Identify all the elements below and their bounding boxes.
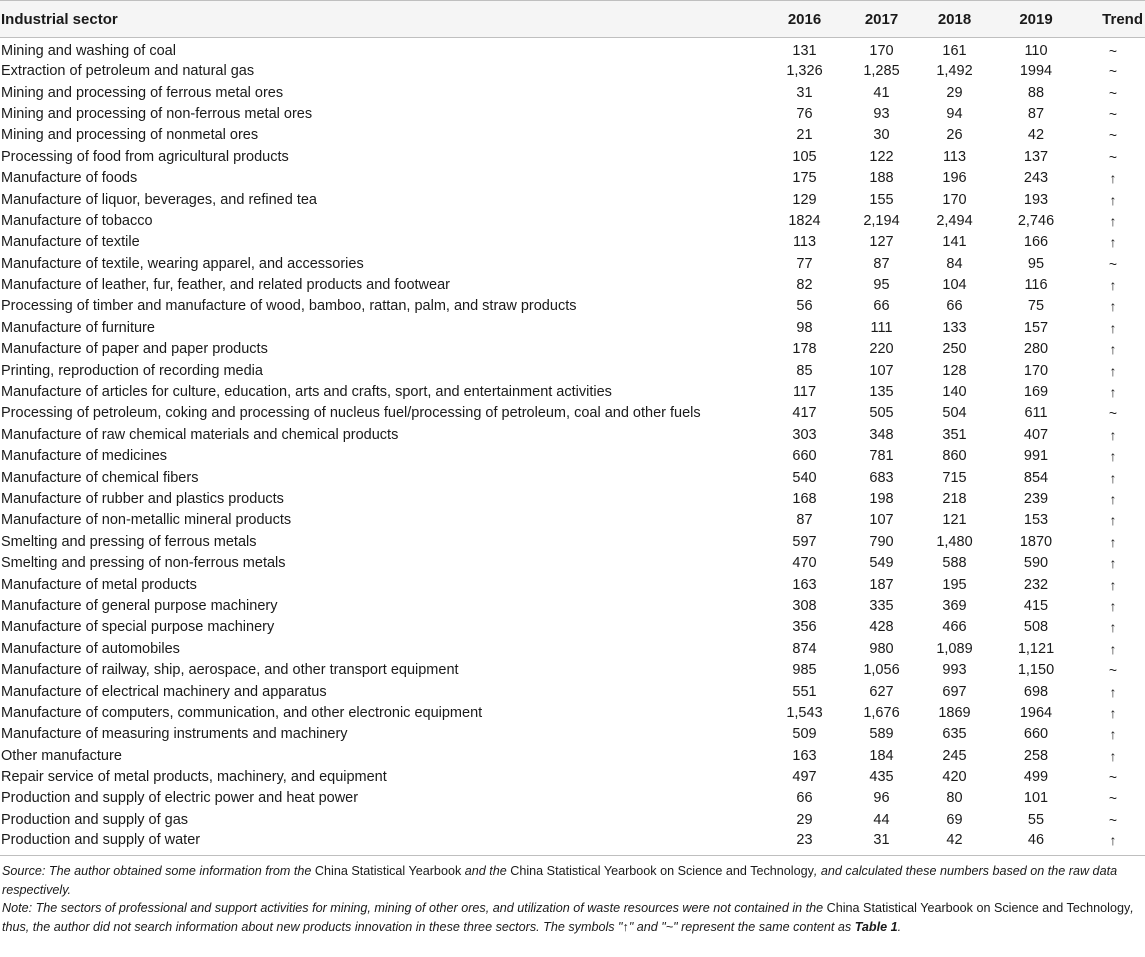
value-2019: 407 — [1023, 426, 1049, 443]
sector-cell: Manufacture of liquor, beverages, and refined tea — [1, 191, 317, 208]
value-2019: 193 — [1023, 191, 1049, 208]
header-2016: 2016 — [787, 10, 822, 28]
value-2019: 499 — [1023, 769, 1049, 786]
value-2019: 101 — [1023, 790, 1049, 807]
sector-cell: Manufacture of chemical fibers — [1, 469, 199, 486]
value-2019: 87 — [1027, 105, 1045, 122]
value-2018: 2,494 — [936, 212, 973, 229]
table-row — [0, 746, 1145, 767]
trend-cell: ↑ — [1109, 298, 1117, 315]
sector-cell: Processing of timber and manufacture of wood, bamboo, rattan, palm, and straw products — [1, 298, 577, 315]
table-row — [0, 617, 1145, 638]
value-2016: 178 — [792, 341, 817, 358]
value-2016: 76 — [796, 105, 813, 122]
sector-cell: Manufacture of computers, communication, and other electronic equipment — [1, 704, 483, 721]
table-row — [0, 532, 1145, 553]
table-row — [0, 147, 1145, 168]
sector-cell: Manufacture of textile — [1, 234, 140, 251]
trend-cell: ~ — [1108, 662, 1118, 679]
table-row — [0, 382, 1145, 403]
value-2016: 21 — [796, 127, 813, 144]
value-2017: 187 — [869, 576, 894, 593]
table-row — [0, 339, 1145, 360]
value-2016: 82 — [796, 277, 813, 294]
value-2018: 94 — [946, 105, 963, 122]
value-2016: 168 — [792, 491, 817, 507]
value-2017: 30 — [873, 127, 890, 144]
up-arrow-symbol: ↑ — [622, 919, 629, 934]
value-2016: 29 — [796, 811, 813, 828]
value-2018: 195 — [942, 576, 967, 593]
header-industrial-sector: Industrial sector — [1, 10, 118, 28]
value-2018: 141 — [942, 234, 967, 251]
sector-cell: Manufacture of furniture — [1, 319, 155, 336]
value-2016: 129 — [792, 191, 817, 208]
value-2019: 1994 — [1019, 63, 1053, 80]
value-2018: 80 — [946, 790, 963, 807]
value-2016: 131 — [792, 43, 817, 59]
table-body — [0, 38, 1145, 856]
trend-cell: ↑ — [1109, 683, 1117, 700]
value-2017: 41 — [873, 84, 890, 101]
table-row — [0, 767, 1145, 788]
table-footnotes — [0, 856, 1145, 936]
header-row — [0, 1, 1145, 38]
value-2017: 198 — [869, 491, 894, 507]
value-2016: 66 — [796, 790, 813, 807]
trend-cell: ↑ — [1109, 726, 1117, 743]
value-2018: 369 — [942, 597, 967, 614]
value-2019: 611 — [1024, 405, 1048, 422]
value-2019: 46 — [991, 831, 1081, 856]
table-row — [0, 660, 1145, 681]
value-2018: 170 — [942, 191, 967, 208]
sector-cell: Manufacture of metal products — [1, 576, 197, 593]
note-text-2: , thus, the author did not search information about new products innovation in these three sectors. The symbols " — [2, 901, 1134, 934]
value-2016: 597 — [792, 533, 817, 550]
sector-cell: Manufacture of articles for culture, education, arts and crafts, sport, and entertainment activities — [1, 384, 612, 401]
value-2016: 98 — [796, 319, 813, 336]
value-2019: 42 — [1027, 127, 1045, 144]
trend-cell: ~ — [1108, 148, 1118, 165]
trend-cell: ↑ — [1109, 512, 1117, 529]
trend-cell: ↑ — [1081, 831, 1145, 856]
trend-cell: ~ — [1108, 255, 1118, 272]
table-row — [0, 403, 1145, 424]
trend-cell: ↑ — [1109, 362, 1117, 379]
sector-cell: Manufacture of paper and paper products — [1, 341, 268, 358]
sector-cell: Manufacture of railway, ship, aerospace, and other transport equipment — [1, 662, 459, 679]
value-2019: 258 — [1023, 747, 1049, 764]
source-text-1: Source: The author obtained some information from the — [2, 864, 315, 879]
trend-cell: ~ — [1108, 127, 1118, 144]
sector-cell: Printing, reproduction of recording media — [1, 362, 263, 379]
value-2017: 2,194 — [863, 212, 900, 229]
value-2017: 87 — [873, 255, 890, 272]
value-2017: 1,676 — [863, 704, 900, 721]
sector-cell: Mining and processing of non-ferrous metal ores — [1, 105, 313, 122]
value-2019: 415 — [1023, 597, 1049, 614]
value-2017: 220 — [869, 341, 894, 358]
value-2017: 96 — [873, 790, 890, 807]
value-2016: 163 — [792, 747, 817, 764]
trend-cell: ↑ — [1109, 619, 1117, 636]
value-2019: 232 — [1023, 576, 1049, 593]
trend-cell: ~ — [1108, 811, 1118, 828]
trend-cell: ↑ — [1109, 319, 1117, 336]
source-text-2: and the — [461, 864, 511, 879]
value-2017: 781 — [869, 448, 894, 465]
value-2016: 356 — [792, 619, 817, 636]
source-yearbook-title: China Statistical Yearbook — [314, 864, 462, 879]
value-2019: 590 — [1023, 555, 1049, 572]
value-2018: 1,089 — [936, 640, 973, 657]
value-2016: 163 — [792, 576, 817, 593]
value-2018: 196 — [942, 170, 967, 187]
value-2018: 250 — [942, 341, 967, 358]
sector-cell: Mining and processing of ferrous metal ores — [1, 84, 284, 101]
table-row — [0, 596, 1145, 617]
value-2019: 169 — [1023, 384, 1049, 401]
value-2016: 175 — [792, 170, 817, 187]
table-row — [0, 275, 1145, 296]
value-2019: 1964 — [1019, 704, 1053, 721]
header-2019: 2019 — [1019, 10, 1053, 28]
value-2018: 466 — [942, 619, 967, 636]
value-2016: 660 — [792, 448, 817, 465]
value-2019: 698 — [1023, 683, 1049, 700]
value-2018: 860 — [942, 448, 967, 465]
value-2018: 42 — [918, 831, 991, 856]
value-2018: 29 — [946, 84, 963, 101]
trend-cell: ↑ — [1109, 597, 1117, 614]
sector-cell: Production and supply of electric power and heat power — [1, 790, 359, 807]
value-2018: 140 — [942, 384, 967, 401]
value-2017: 348 — [869, 426, 894, 443]
trend-cell: ↑ — [1109, 576, 1117, 593]
value-2018: 993 — [942, 662, 967, 679]
value-2019: 1,121 — [1017, 640, 1055, 657]
trend-cell: ↑ — [1109, 277, 1117, 294]
value-2017: 683 — [869, 469, 894, 486]
value-2016: 874 — [792, 640, 817, 657]
sector-cell: Smelting and pressing of ferrous metals — [1, 533, 257, 550]
value-2019: 95 — [1027, 255, 1045, 272]
value-2019: 239 — [1023, 491, 1049, 507]
sector-cell: Manufacture of leather, fur, feather, and related products and footwear — [1, 277, 450, 294]
trend-cell: ~ — [1108, 790, 1118, 807]
trend-cell: ↑ — [1109, 555, 1117, 572]
trend-cell: ~ — [1108, 63, 1118, 80]
value-2018: 697 — [942, 683, 967, 700]
trend-cell: ↑ — [1109, 341, 1117, 358]
header-2018: 2018 — [937, 10, 972, 28]
sector-cell: Processing of petroleum, coking and processing of nucleus fuel/processing of petroleum, coal and other fuels — [1, 405, 701, 422]
value-2017: 184 — [869, 747, 894, 764]
value-2017: 980 — [869, 640, 894, 657]
sector-cell: Processing of food from agricultural products — [1, 148, 289, 165]
trend-cell: ~ — [1108, 105, 1118, 122]
value-2016: 85 — [796, 362, 813, 379]
table-1-reference: Table 1 — [854, 919, 898, 934]
table-row — [0, 360, 1145, 381]
table-row — [0, 681, 1145, 702]
value-2019: 1870 — [1019, 533, 1053, 550]
value-2018: 1,480 — [936, 533, 973, 550]
value-2016: 540 — [792, 469, 817, 486]
table-header — [0, 1, 1145, 38]
value-2017: 589 — [869, 726, 894, 743]
sector-cell: Repair service of metal products, machinery, and equipment — [1, 769, 387, 786]
sector-cell: Manufacture of rubber and plastics products — [1, 491, 284, 507]
value-2018: 113 — [942, 148, 967, 165]
table-row — [0, 446, 1145, 467]
value-2019: 75 — [1027, 298, 1045, 315]
value-2016: 1,543 — [786, 704, 823, 721]
sector-cell: Manufacture of foods — [1, 170, 138, 187]
table-row — [0, 510, 1145, 531]
value-2017: 111 — [870, 319, 893, 336]
value-2017: 505 — [869, 405, 894, 422]
value-2018: 588 — [942, 555, 967, 572]
value-2018: 420 — [942, 769, 967, 786]
sector-cell: Other manufacture — [1, 747, 122, 764]
table-row — [0, 425, 1145, 446]
sector-cell: Manufacture of medicines — [1, 448, 168, 465]
table-row — [0, 296, 1145, 317]
value-2018: 26 — [946, 127, 963, 144]
sector-cell: Manufacture of raw chemical materials and chemical products — [1, 426, 399, 443]
sector-cell: Production and supply of gas — [1, 811, 189, 828]
value-2018: 218 — [942, 491, 967, 507]
trend-cell: ↑ — [1109, 170, 1117, 187]
value-2018: 121 — [942, 512, 967, 529]
sector-cell: Production and supply of water — [0, 831, 764, 856]
source-text-3: , and calculated these numbers based on the raw data respectively. — [2, 864, 1118, 897]
value-2018: 1869 — [938, 704, 971, 721]
table-row — [0, 553, 1145, 574]
table-row — [0, 639, 1145, 660]
value-2017: 107 — [869, 362, 894, 379]
table-row — [0, 125, 1145, 146]
value-2019: 508 — [1023, 619, 1049, 636]
trend-cell: ↑ — [1109, 469, 1117, 486]
value-2019: 88 — [1027, 84, 1045, 101]
trend-cell: ↑ — [1109, 533, 1117, 550]
value-2018: 245 — [942, 747, 967, 764]
value-2017: 107 — [869, 512, 894, 529]
value-2017: 335 — [869, 597, 894, 614]
sector-cell: Manufacture of measuring instruments and machinery — [1, 726, 348, 743]
sector-cell: Manufacture of non-metallic mineral products — [1, 512, 292, 529]
value-2018: 1,492 — [936, 63, 973, 80]
note-text-1: Note: The sectors of professional and support activities for mining, mining of other ores, and utilization of waste resources were not contained in the — [2, 901, 827, 916]
sector-cell: Mining and washing of coal — [1, 43, 176, 59]
table-row — [0, 788, 1145, 809]
value-2016: 551 — [792, 683, 817, 700]
table-row — [0, 168, 1145, 189]
value-2017: 155 — [869, 191, 894, 208]
value-2017: 188 — [869, 170, 894, 187]
sector-cell: Mining and processing of nonmetal ores — [1, 127, 259, 144]
sector-cell: Manufacture of special purpose machinery — [1, 619, 275, 636]
value-2019: 166 — [1023, 234, 1049, 251]
table-row — [0, 489, 1145, 510]
sector-cell: Manufacture of tobacco — [1, 212, 153, 229]
trend-cell: ↑ — [1109, 426, 1117, 443]
value-2017: 135 — [869, 384, 894, 401]
sector-cell: Extraction of petroleum and natural gas — [1, 63, 255, 80]
value-2017: 93 — [873, 105, 890, 122]
value-2019: 137 — [1023, 148, 1049, 165]
table-row — [0, 61, 1145, 82]
table-row — [0, 574, 1145, 595]
value-2016: 985 — [792, 662, 817, 679]
value-2017: 66 — [873, 298, 890, 315]
value-2016: 1,326 — [786, 63, 823, 80]
header-2017: 2017 — [864, 10, 899, 28]
table-row — [0, 467, 1145, 488]
value-2017: 790 — [869, 533, 894, 550]
value-2016: 105 — [792, 148, 817, 165]
note-text-3: " and "~" represent the same content as — [628, 919, 855, 934]
value-2016: 303 — [792, 426, 817, 443]
sector-cell: Manufacture of electrical machinery and apparatus — [1, 683, 327, 700]
value-2018: 66 — [946, 298, 963, 315]
value-2016: 1824 — [788, 212, 821, 229]
value-2016: 23 — [764, 831, 845, 856]
table-row — [0, 104, 1145, 125]
table-row — [0, 703, 1145, 724]
table-row — [0, 82, 1145, 103]
value-2016: 470 — [792, 555, 817, 572]
value-2018: 133 — [942, 319, 967, 336]
value-2016: 113 — [792, 234, 817, 251]
value-2017: 549 — [869, 555, 894, 572]
trend-cell: ~ — [1108, 84, 1118, 101]
source-sci-yearbook-title: China Statistical Yearbook on Science and Technology — [510, 864, 814, 879]
value-2019: 243 — [1023, 170, 1049, 187]
trend-cell: ↑ — [1109, 212, 1117, 229]
trend-cell: ↑ — [1109, 704, 1117, 721]
trend-cell: ↑ — [1109, 491, 1117, 507]
trend-cell: ↑ — [1109, 234, 1117, 251]
value-2019: 991 — [1023, 448, 1049, 465]
value-2018: 351 — [942, 426, 967, 443]
value-2017: 95 — [873, 277, 890, 294]
value-2018: 84 — [946, 255, 963, 272]
trend-cell: ↑ — [1109, 384, 1117, 401]
value-2019: 55 — [1027, 811, 1045, 828]
value-2019: 170 — [1023, 362, 1049, 379]
value-2016: 497 — [792, 769, 817, 786]
value-2019: 1,150 — [1017, 662, 1055, 679]
value-2016: 509 — [792, 726, 817, 743]
value-2017: 44 — [873, 811, 890, 828]
trend-cell: ↑ — [1109, 747, 1117, 764]
value-2017: 435 — [869, 769, 894, 786]
value-2018: 69 — [946, 811, 963, 828]
trend-cell: ~ — [1108, 43, 1118, 59]
header-trend: Trend — [1102, 10, 1143, 28]
value-2016: 87 — [796, 512, 813, 529]
table-row — [0, 831, 1145, 856]
value-2019: 660 — [1023, 726, 1049, 743]
value-2016: 77 — [796, 255, 813, 272]
value-2017: 1,285 — [863, 63, 900, 80]
value-2017: 170 — [869, 43, 894, 59]
note-yearbook-title: China Statistical Yearbook on Science and Technology — [826, 901, 1131, 916]
value-2018: 104 — [942, 277, 967, 294]
value-2019: 110 — [1024, 43, 1048, 59]
method-note — [2, 899, 1143, 936]
value-2019: 153 — [1023, 512, 1049, 529]
table-row — [0, 810, 1145, 831]
value-2018: 161 — [942, 43, 967, 59]
value-2018: 128 — [942, 362, 967, 379]
table-row — [0, 318, 1145, 339]
value-2016: 308 — [792, 597, 817, 614]
value-2017: 428 — [869, 619, 894, 636]
value-2017: 122 — [869, 148, 894, 165]
table-row — [0, 724, 1145, 745]
sector-cell: Smelting and pressing of non-ferrous metals — [1, 555, 286, 572]
value-2016: 31 — [796, 84, 813, 101]
value-2017: 1,056 — [863, 662, 900, 679]
value-2016: 417 — [792, 405, 817, 422]
sector-cell: Manufacture of automobiles — [1, 640, 180, 657]
table-row — [0, 38, 1145, 62]
value-2016: 117 — [792, 384, 817, 401]
sector-cell: Manufacture of textile, wearing apparel, and accessories — [1, 255, 364, 272]
value-2019: 157 — [1023, 319, 1049, 336]
note-text-4: . — [897, 919, 902, 934]
value-2016: 56 — [796, 298, 813, 315]
trend-cell: ~ — [1108, 769, 1118, 786]
value-2018: 635 — [942, 726, 967, 743]
source-note — [2, 862, 1143, 899]
value-2017: 627 — [869, 683, 894, 700]
trend-cell: ↑ — [1109, 640, 1117, 657]
sector-cell: Manufacture of general purpose machinery — [1, 597, 278, 614]
table-row — [0, 189, 1145, 210]
trend-cell: ↑ — [1109, 191, 1117, 208]
table-row — [0, 254, 1145, 275]
table-row — [0, 232, 1145, 253]
value-2018: 715 — [942, 469, 967, 486]
table-row — [0, 211, 1145, 232]
value-2017: 31 — [845, 831, 918, 856]
value-2017: 127 — [869, 234, 894, 251]
value-2019: 854 — [1023, 469, 1049, 486]
trend-cell: ↑ — [1109, 448, 1117, 465]
trend-cell: ~ — [1108, 405, 1118, 422]
value-2018: 504 — [942, 405, 967, 422]
value-2019: 116 — [1024, 277, 1048, 294]
value-2019: 280 — [1023, 341, 1049, 358]
value-2019: 2,746 — [1017, 212, 1055, 229]
